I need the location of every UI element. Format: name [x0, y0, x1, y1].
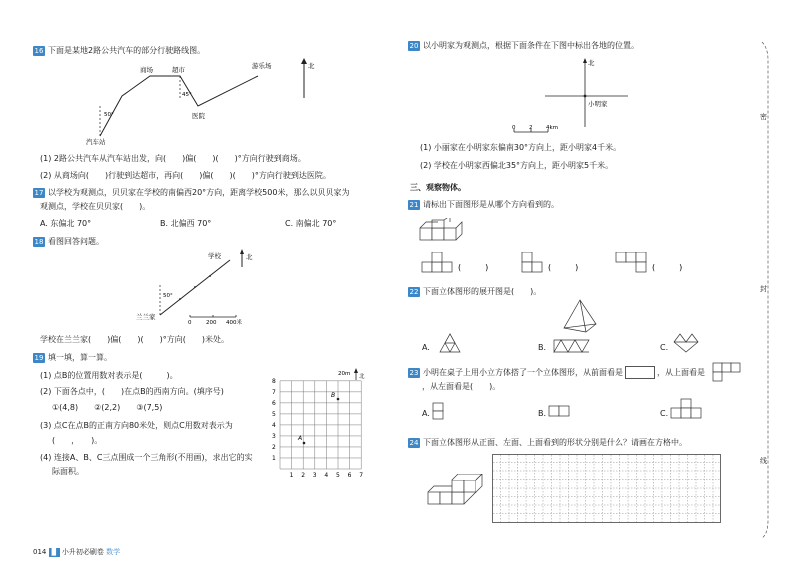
grid-y-tick: 5 [272, 410, 276, 418]
q22-option-b[interactable]: B. [538, 343, 547, 352]
q20-s1: (1) 小丽家在小明家东偏南30°方向上，距小明家4千米。 [420, 143, 622, 152]
bus-route-diagram [80, 58, 320, 146]
question-number: 17 [34, 188, 44, 197]
label-youlechang: 游乐场 [252, 62, 272, 70]
q21-cube-stack [418, 218, 478, 246]
q18-answer: 学校在兰兰家( )偏( )( )°方向( )米处。 [40, 335, 229, 344]
scale-0: 0 [188, 320, 192, 325]
label-angle-50: 50° [163, 293, 173, 299]
question-number: 22 [409, 287, 419, 296]
grid-y-tick: 8 [272, 377, 276, 385]
svg-text:( ): ( ) [548, 263, 579, 272]
svg-text:( ): ( ) [458, 263, 489, 272]
q16-sub2: (2) 从商场向( )行驶到达超市，再向( )偏( )( )°方向行驶到达医院。 [40, 171, 331, 180]
q19-s3b: ( ， )。 [52, 436, 103, 445]
q22-title: 22 下面立体图形的展开图是( )。 [409, 287, 542, 296]
grid-y-tick: 6 [272, 399, 276, 407]
school-direction-diagram [130, 245, 280, 325]
q17-option-a[interactable]: A. 东偏北 70° [40, 219, 92, 228]
scale-2: 2 [529, 125, 533, 131]
q22-option-c[interactable]: C. [660, 343, 669, 352]
q18-title: 18 看图回答问题。 [34, 237, 104, 246]
label-home: 小明家 [588, 100, 608, 108]
point-a [303, 442, 306, 445]
label-yiyuan: 医院 [192, 112, 205, 120]
grid-y-tick: 4 [272, 421, 276, 429]
grid-x-tick: 7 [359, 472, 364, 478]
footer [33, 548, 120, 557]
section-3-heading: 三、观察物体。 [410, 183, 466, 192]
point-a-label: A [298, 435, 303, 442]
q22-net-a [436, 332, 464, 356]
q24-cube-stack [426, 474, 486, 510]
label-angle-45: 45° [182, 92, 192, 98]
q23-shape-c [670, 398, 704, 420]
label-shangchang: 商场 [140, 66, 153, 74]
q23-option-c[interactable]: C. [660, 409, 669, 418]
book-icon: ▉ [49, 548, 60, 557]
grid-unit-label: 20m [338, 371, 351, 377]
q23-shape-a [432, 402, 446, 420]
margin-feng: 封 [760, 285, 767, 293]
q17-option-c[interactable]: C. 南偏北 70° [285, 219, 337, 228]
scale-0: 0 [512, 125, 516, 131]
point-b-label: B [331, 392, 336, 399]
q19-s1: (1) 点B的位置用数对表示是( )。 [40, 371, 178, 380]
q24-answer-grid[interactable] [492, 454, 722, 524]
grid-x-tick: 5 [336, 472, 340, 478]
q23-option-b[interactable]: B. [538, 409, 547, 418]
q16-title: 16 下面是某地2路公共汽车的部分行驶路线图。 [34, 46, 206, 55]
q22-net-b [552, 338, 592, 354]
label-angle-50: 50° [104, 112, 114, 118]
grid-y-tick: 1 [272, 454, 276, 462]
grid-north-label: 北 [359, 374, 365, 380]
q23-line2: ，从左面看是( )。 [422, 382, 501, 391]
xiaoming-map [500, 55, 640, 135]
q20-s2: (2) 学校在小明家西偏北35°方向上，距小明家5千米。 [420, 161, 614, 170]
grid-x-tick: 3 [312, 472, 317, 478]
margin-mi: 密 [760, 113, 767, 121]
scale-4km: 4km [546, 125, 559, 131]
label-north: 北 [308, 62, 315, 70]
q17-line1: 17 以学校为观测点，贝贝家在学校的南偏西20°方向，距离学校500米，那么以贝贝家为 [34, 188, 350, 197]
grid-y-tick: 7 [272, 388, 276, 396]
page-number: 014 [33, 548, 47, 556]
question-number: 20 [409, 41, 419, 50]
q22-net-c [672, 332, 702, 356]
q19-s3a: (3) 点C在点B的正南方向80米处，则点C用数对表示为 [40, 421, 233, 430]
svg-text:( ): ( ) [652, 263, 683, 272]
top-view-shape [712, 362, 742, 384]
coordinate-grid [268, 366, 368, 478]
q23-shape-b [548, 404, 572, 418]
scale-400: 400米 [226, 320, 242, 325]
grid-y-tick: 2 [272, 443, 276, 451]
label-qichezhan: 汽车站 [86, 138, 106, 146]
book-title: 小升初必刷卷 [61, 548, 104, 556]
q19-s4a: (4) 连接A、B、C三点围成一个三角形(不用画)，求出它的实 [40, 453, 253, 462]
q20-title: 20 以小明家为观测点，根据下面条件在下图中标出各地的位置。 [409, 41, 639, 50]
q21-title: 21 请标出下面图形是从哪个方向看到的。 [409, 200, 559, 209]
grid-x-tick: 6 [347, 472, 352, 478]
question-number: 21 [409, 200, 419, 209]
q22-tetrahedron [560, 298, 600, 336]
q19-options: ①(4,8) ②(2,2) ③(7,5) [52, 403, 163, 412]
question-number: 23 [409, 368, 419, 377]
label-xuexiao: 学校 [208, 252, 221, 260]
q19-title: 19 填一填，算一算。 [34, 353, 112, 362]
q24-title: 24 下面立体图形从正面、左面、上面看到的形状分别是什么？请画在方格中。 [409, 438, 687, 447]
q23-option-a[interactable]: A. [422, 409, 430, 418]
label-north: 北 [588, 59, 595, 67]
q21-views-row [420, 252, 720, 274]
question-number: 16 [34, 46, 44, 55]
q19-s2: (2) 下面各点中，( )在点B的西南方向。(填序号) [40, 387, 224, 396]
question-number: 24 [409, 438, 419, 447]
q16-sub1: (1) 2路公共汽车从汽车站出发，向( )偏( )( )°方向行驶到商场。 [40, 154, 306, 163]
q17-option-b[interactable]: B. 北偏西 70° [160, 219, 212, 228]
subject: 数学 [106, 548, 121, 556]
front-view-shape [625, 366, 655, 379]
q19-s4b: 际面积。 [52, 467, 84, 476]
q22-option-a[interactable]: A. [422, 343, 430, 352]
margin-xian: 线 [760, 457, 767, 465]
label-chaoshi: 超市 [172, 66, 185, 74]
grid-x-tick: 2 [301, 472, 306, 478]
label-lanlanjia: 兰兰家 [136, 313, 156, 321]
q23-line1: 23 小明在桌子上用小立方体搭了一个立体图形，从前面看是 ，从上面看是 [409, 368, 705, 377]
point-b [337, 398, 340, 401]
grid-y-tick: 3 [272, 432, 276, 440]
grid-x-tick: 1 [289, 472, 294, 478]
scale-200: 200 [206, 320, 217, 325]
question-number: 19 [34, 353, 44, 362]
grid-x-tick: 4 [324, 472, 329, 478]
question-number: 18 [34, 237, 44, 246]
label-north: 北 [246, 253, 253, 261]
q17-line2: 观测点，学校在贝贝家( )。 [40, 202, 151, 211]
